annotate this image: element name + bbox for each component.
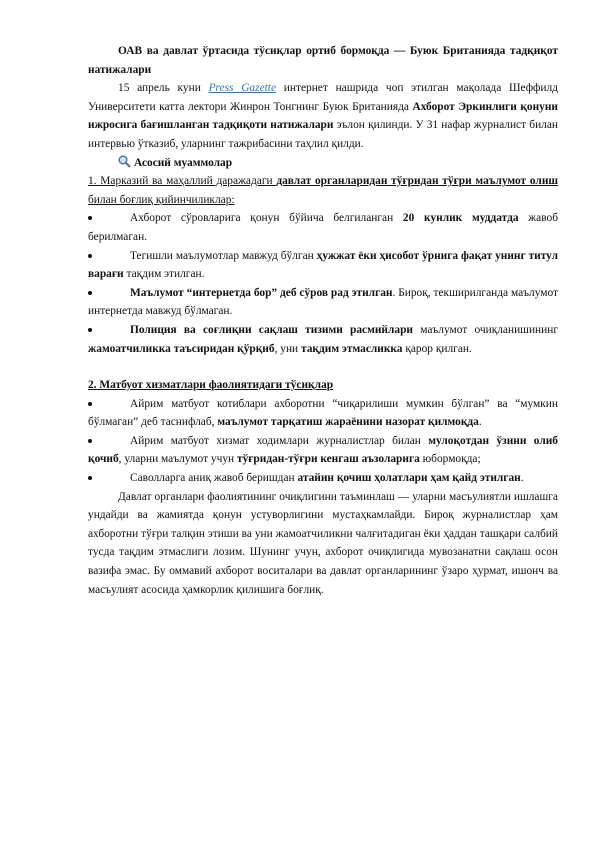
section1-intro — [88, 172, 558, 209]
list-item — [88, 432, 558, 469]
intro-bold: Ахборот Эркинлиги қонуни ижросига бағишланган тадқиқоти натижалари — [88, 100, 558, 132]
item-text: Ахборот сўровларига қонун бўйича белгиланган — [130, 212, 403, 225]
section1-intro-bold: давлат органларидан тўғридан тўғри маълумот олиш — [276, 175, 558, 188]
item-bold: тақдим этмасликка — [301, 342, 403, 355]
item-bold: Полиция ва соғлиқни сақлаш тизими расмийлари — [130, 323, 413, 336]
bullet-icon — [88, 402, 92, 406]
item-bold: атайин қочиш ҳолатлари ҳам қайд этилган — [297, 472, 521, 485]
item-text: , уни — [274, 342, 301, 355]
item-text: юбормоқда; — [419, 453, 481, 466]
item-bold: маълумот тарқатиш жараёнини назорат қилмоқда — [217, 416, 479, 429]
intro-text-1: 15 апрель куни — [118, 82, 209, 95]
intro-paragraph — [88, 79, 558, 153]
bullet-icon — [88, 291, 92, 295]
press-gazette-link[interactable]: Press Gazette — [208, 82, 277, 95]
document-page — [88, 42, 558, 599]
item-text: жавоб берилмаган. — [88, 212, 558, 243]
section-heading — [88, 154, 558, 173]
item-bold: мулоқотдан ўзини олиб қочиб — [88, 434, 558, 466]
bullet-icon — [88, 216, 92, 220]
item-bold: тўғридан-тўғри кенгаш аъзоларига — [236, 453, 420, 466]
bullet-icon — [88, 439, 92, 443]
item-bold: ҳужжат ёки ҳисобот ўрнига фақат унинг титул варағи — [88, 249, 558, 281]
item-bold: жамоатчиликка таъсиридан қўрқиб — [88, 342, 275, 355]
item-text: қарор қилган. — [402, 342, 472, 355]
bullet-icon — [88, 476, 92, 480]
section2-heading — [88, 376, 558, 395]
list-item — [88, 321, 558, 358]
item-text: Саволларга аниқ жавоб беришдан — [130, 472, 298, 485]
item-text: Айрим матбуот котиблари ахборотни “чиқарилиши мумкин бўлган” ва “мумкин бўлмаган” деб таснифлаб, — [88, 397, 558, 429]
list-item — [88, 395, 558, 432]
item-text: тақдим этилган. — [123, 268, 205, 281]
list-item — [88, 209, 558, 246]
list-item — [88, 469, 558, 488]
section1-intro-a: 1. Марказий ва маҳаллий даражадаги — [88, 175, 277, 188]
conclusion-paragraph: Давлат органлари фаолиятининг очиқлигини таъминлаш — уларни масъулиятли ишлашга ундайди ва жамиятда қонун устуворлигини мустаҳкамлайди. Бироқ журналистлар ҳам ахборотни тўғри талқин этиши ва уни жамоатчиликни чалғитадиган ёки ҳаддан ташқари салбий тусда тақдим этмаслиги лозим. Шунинг учун, ахборот очиқлигида мувозанатни сақлаш осон вазифа эмас. Бу оммавий ахборот воситалари ва давлат органларининг ўзаро ҳурмат, ишонч ва масъулият асосида ҳамкорлик қилишига боғлиқ. — [88, 490, 558, 596]
list-item — [88, 284, 558, 321]
item-text: . Бироқ, текширилганда маълумот интернетда мавжуд бўлмаган. — [88, 286, 559, 318]
article-title: ОАВ ва давлат ўртасида тўсиқлар ортиб бормоқда — Буюк Британияда тадқиқот натижалари — [88, 45, 558, 76]
spacer — [88, 358, 558, 376]
section1-intro-c: билан боғлиқ қийинчиликлар: — [88, 193, 235, 206]
bullet-icon — [88, 254, 92, 258]
bullet-icon — [88, 328, 92, 332]
section-heading-text: Асосий муаммолар — [134, 156, 233, 169]
section1-list — [88, 209, 558, 358]
item-text: Тегишли маълумотлар мавжуд бўлган — [130, 249, 317, 262]
item-text: , уларни маълумот учун — [118, 453, 237, 466]
item-text: Айрим матбуот хизмат ходимлари журналистлар билан — [130, 434, 429, 447]
section2-heading-text: 2. Матбуот хизматлари фаолиятидаги тўсиқлар — [88, 379, 334, 392]
item-text: маълумот очиқланишининг — [412, 323, 559, 336]
item-text: . — [520, 472, 524, 485]
intro-text-3: эълон қилинди. У 31 нафар журналист билан интервью ўтказиб, уларнинг тажрибасини таҳлил қилди. — [88, 119, 558, 150]
item-bold: Маълумот “интернетда бор” деб сўров рад этилган — [130, 286, 393, 299]
section2-list — [88, 395, 558, 488]
item-text: . — [478, 416, 482, 429]
intro-text-2: интернет нашрида чоп этилган мақолада Шеффилд Университети катта лектори Жинрон Тонгнинг Буюк Британияда — [88, 82, 558, 113]
list-item — [88, 247, 558, 284]
item-bold: 20 кунлик муддатда — [402, 212, 519, 225]
magnifier-icon — [118, 155, 131, 168]
